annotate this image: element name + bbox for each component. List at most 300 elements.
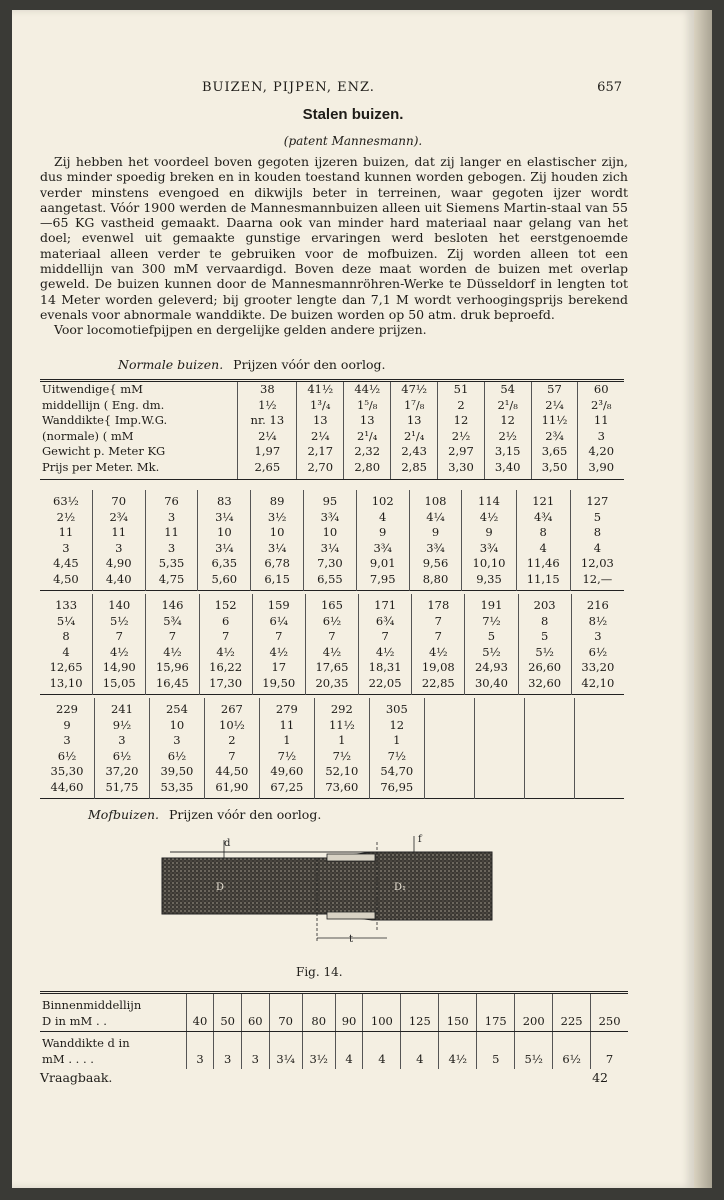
table-cell: 76,95 [369,780,424,799]
running-header [202,80,622,95]
table-cell: 9 [462,525,516,541]
table-cell [474,718,524,734]
pipe-body [162,852,492,920]
table-cell: 20,35 [305,676,358,695]
table-cell [524,780,574,799]
table-cell: 4½ [252,645,305,661]
table-cell: 7 [93,629,146,645]
row-label: Uitwendige{ mM [42,382,143,396]
section-subtitle: (patent Mannesmann). [283,134,423,148]
table-cell: 5 [477,1032,515,1070]
table-row [40,718,624,734]
table-cell: 2¼ [238,429,297,445]
table-cell: 4½ [93,645,146,661]
catchword: Vraagbaak. [40,1070,113,1085]
table-row [40,460,624,480]
table-cell: 1 [259,733,314,749]
table-cell: 18,31 [359,660,412,676]
table-cell: 9 [356,525,409,541]
table-cell [424,698,474,718]
table-cell: 40 [186,993,214,1032]
table-cell: 4 [570,541,624,557]
table-cell: 305 [369,698,424,718]
table-cell [574,749,624,765]
table-cell: 5 [465,629,518,645]
table-cell [424,749,474,765]
table-cell: 9,56 [409,556,462,572]
table-cell: 4 [335,1032,363,1070]
table-cell: 11½ [531,413,578,429]
table-cell: 3 [63,733,71,747]
table-cell: 44,50 [204,764,259,780]
table-cell: 4½ [359,645,412,661]
normale-buizen-block-3 [40,698,624,799]
table-cell: 3¼ [198,510,251,526]
table-cell: 6½ [94,749,149,765]
table-cell: 127 [570,490,624,510]
table-cell: 7½ [369,749,424,765]
table-cell [474,733,524,749]
table-cell: 4,50 [53,571,79,586]
table-cell: 5¾ [146,614,199,630]
table-cell: 3¾ [304,510,357,526]
table-cell: 41½ [297,381,344,398]
row-label-line: D in mM . . [42,1013,107,1028]
table-cell: 3 [241,1032,269,1070]
table-cell: 5½ [93,614,146,630]
table-cell: 3 [578,429,624,445]
table-cell: 3¼ [269,1032,302,1070]
table-cell: 191 [465,594,518,614]
table-cell: 9½ [94,718,149,734]
table-cell: 13 [391,413,438,429]
table-cell: 10 [304,525,357,541]
table-cell: 2,65 [238,460,297,480]
table-cell: 2¹/₄ [391,429,438,445]
table-cell: 30,40 [465,676,518,695]
table-cell: 10 [149,718,204,734]
table-cell [424,718,474,734]
table-cell: 1³/₄ [297,398,344,414]
table-cell: 7 [204,749,259,765]
table-row [40,541,624,557]
table-row [40,780,624,799]
table-cell: 4½ [439,1032,477,1070]
table-cell: 37,20 [94,764,149,780]
socket-top [327,854,375,861]
table-cell: 100 [363,993,401,1032]
table-cell: 12 [369,718,424,734]
table-row [40,698,624,718]
table-cell: 11½ [314,718,369,734]
table-cell: 7 [412,614,465,630]
table-cell: 2,17 [297,444,344,460]
table-cell: 3 [214,1032,242,1070]
page-number: 657 [597,80,622,95]
table-cell: 12 [484,413,531,429]
table-cell: 6½ [57,748,77,763]
table-cell: 4,90 [92,556,145,572]
table-row [40,444,624,460]
table-cell: 108 [409,490,462,510]
table-cell: 1⁷/₈ [391,398,438,414]
table-cell: 267 [204,698,259,718]
row-label: middellijn ( Eng. dm. [42,397,165,412]
table-cell: 3,90 [578,460,624,480]
table-cell: 1⁵/₈ [344,398,391,414]
table-cell: 3¼ [304,541,357,557]
table-cell: 5,35 [145,556,198,572]
table-cell: 12 [438,413,485,429]
table1-caption-italic: Normale buizen. [118,357,224,372]
table-cell [474,780,524,799]
socket-bottom [327,912,375,919]
table-row [40,594,624,614]
paragraph: Voor locomotiefpijpen en dergelijke gelden andere prijzen. [54,322,427,338]
table-cell: 4½ [199,645,252,661]
table-cell: 4½ [146,645,199,661]
table-cell: 26,60 [518,660,571,676]
table-cell: 9,01 [356,556,409,572]
table-cell: 3,30 [438,460,485,480]
table-cell: 3¼ [198,541,251,557]
table-cell: 7½ [259,749,314,765]
table-cell: 7 [146,629,199,645]
table-cell: 9 [409,525,462,541]
table-cell: 17 [252,660,305,676]
table-cell: 4¾ [516,510,570,526]
table-row [40,764,624,780]
table-cell: 32,60 [518,676,571,695]
table-cell: 4 [401,1032,439,1070]
table-cell: 12,65 [49,660,83,674]
table-cell: 279 [259,698,314,718]
table-cell: 12,03 [570,556,624,572]
table-cell: 1,97 [238,444,297,460]
row-label-line: mM . . . . [42,1051,94,1066]
table-cell: 8½ [571,614,624,630]
table-cell: 14,90 [93,660,146,676]
table-cell: 2¼ [531,398,578,414]
table-row [40,1032,628,1070]
table-cell: 8 [516,525,570,541]
label-D1: D₁ [394,882,407,893]
page-edge [694,10,712,1188]
table-cell: 9,35 [462,572,516,591]
table-cell: 2¼ [297,429,344,445]
table-cell: 2,97 [438,444,485,460]
table-cell: 5½ [465,645,518,661]
table-cell: 4¼ [409,510,462,526]
table-cell: 2½ [438,429,485,445]
table2-caption-text: Prijzen vóór den oorlog. [169,807,322,822]
label-f: f [418,834,422,845]
table-cell: 7,95 [356,572,409,591]
table-cell: 3 [62,540,70,555]
table-cell [524,749,574,765]
table-cell: 60 [578,381,624,398]
table-cell: 2 [438,398,485,414]
table-cell: 11 [259,718,314,734]
table-cell: 4½ [412,645,465,661]
table-cell: 4,45 [53,556,79,570]
table-cell: 70 [92,490,145,510]
table-cell: 63½ [53,494,79,508]
table-cell: 15,96 [146,660,199,676]
table-cell: 22,05 [359,676,412,695]
table-cell: 47½ [391,381,438,398]
table-cell: 80 [302,993,335,1032]
table-cell: 7 [412,629,465,645]
book-page [12,10,694,1188]
table-cell: 22,85 [412,676,465,695]
table-cell: 53,35 [149,780,204,799]
normale-buizen-block-1 [40,490,624,591]
table-cell: 2¹/₈ [484,398,531,414]
table-row [40,381,624,398]
table-cell: 8 [518,614,571,630]
table-cell: 67,25 [259,780,314,799]
table-cell: 52,10 [314,764,369,780]
table-cell: 6¼ [252,614,305,630]
table-cell: 7 [359,629,412,645]
row-label: Gewicht p. Meter KG [42,444,166,458]
label-d: d [224,838,231,849]
table-cell: 7 [199,629,252,645]
table-cell: 216 [571,594,624,614]
table-row [40,510,624,526]
table-cell: 6½ [149,749,204,765]
table-cell: 35,30 [50,764,84,778]
table-cell: 51,75 [94,780,149,799]
table2-caption-italic: Mofbuizen. [88,807,160,822]
table-cell: 61,90 [204,780,259,799]
row-label: (normale) ( mM [42,428,134,443]
table-cell: 165 [305,594,358,614]
table-cell: 4 [62,644,70,659]
table-cell: 3,65 [531,444,578,460]
table-cell: 8 [570,525,624,541]
table-row [40,660,624,676]
table-cell: 11 [578,413,624,429]
table-cell: 152 [199,594,252,614]
row-label: Prijs per Meter. Mk. [40,460,238,480]
table-cell: 3,15 [484,444,531,460]
table-cell: 3¼ [251,541,304,557]
table-cell: 17,30 [199,676,252,695]
table-cell: 5 [570,510,624,526]
table-cell: 3 [571,629,624,645]
table-cell: 150 [439,993,477,1032]
table-cell: 24,93 [465,660,518,676]
table-cell [474,749,524,765]
table-row [40,614,624,630]
table-cell [524,718,574,734]
table-cell: 44½ [344,381,391,398]
table-cell: 3,40 [484,460,531,480]
table-cell: 83 [198,490,251,510]
table-cell: 44,60 [50,779,84,794]
table-cell: 5¼ [56,613,76,628]
body-text [40,154,628,338]
table-cell: 3 [145,510,198,526]
table-cell: 17,65 [305,660,358,676]
table-cell: 5 [518,629,571,645]
table-cell [574,764,624,780]
table-row [40,733,624,749]
table-cell: 39,50 [149,764,204,780]
table-cell: 4,40 [92,572,145,591]
table-row [40,629,624,645]
table-cell: 2,32 [344,444,391,460]
table-cell: 6,15 [251,572,304,591]
table-row [40,525,624,541]
table-cell: 12,— [570,572,624,591]
table-cell: 8,80 [409,572,462,591]
table-cell: 90 [335,993,363,1032]
table-row [40,490,624,510]
table-cell: 1 [314,733,369,749]
table-cell: 292 [314,698,369,718]
table-cell: 200 [515,993,553,1032]
table-row [40,413,624,429]
table-cell: 3¾ [356,541,409,557]
table-cell: 140 [93,594,146,614]
table-cell: 1 [369,733,424,749]
table-cell: 241 [94,698,149,718]
table-cell: 2½ [56,509,76,524]
table-cell: 133 [55,598,78,612]
table-cell: 159 [252,594,305,614]
table-cell: 49,60 [259,764,314,780]
table-cell [424,780,474,799]
table-cell: 3 [186,1032,214,1070]
table-cell [474,764,524,780]
table-cell: 2¾ [531,429,578,445]
table-cell: 11,15 [516,572,570,591]
row-label [40,993,186,1032]
table-cell [524,698,574,718]
table-cell [574,733,624,749]
table-row [40,645,624,661]
table-cell: 10 [251,525,304,541]
paragraph: Zij hebben het voordeel boven gegoten ijzeren buizen, dat zij langer en elastischer zijn, dus minder spoedig breken en in kouden toestand kunnen worden gebogen. Zij houden zich verder minstens evengoed en dikwijls beter in terreinen, waar gegoten ijzer wordt aangetast. Vóór 1900 werden de Mannesmannbuizen alleen uit Siemens Martin-staal van 55—65 KG vastheid gemaakt. Daarna ook van minder hard materiaal naar gelang van het doel; evenwel uit gemaakte gunstige ervaringen werd besloten het eerstgenoemde materiaal alleen verder te gebruiken voor de mofbuizen. Zij worden alleen tot een middellijn van 300 mM vervaardigd. Boven deze maat worden de buizen met overlap geweld. De buizen kunnen door de Mannesmannröhren-Werke te Düsseldorf in lengten tot 14 Meter worden geleverd; bij grooter lengte dan 7,1 M wordt verhoogingsprijs berekend evenals voor abnormale wanddikte. De buizen worden op 50 atm. druk beproefd. [40,154,628,322]
section-title: Stalen buizen. [302,106,404,123]
table-cell: 3¾ [462,541,516,557]
table-cell: 2¾ [92,510,145,526]
table-cell [424,733,474,749]
table-cell: 51 [438,381,485,398]
table-cell: 6,35 [198,556,251,572]
table-cell: 19,08 [412,660,465,676]
table-cell: 6,55 [304,572,357,591]
table-cell: 76 [145,490,198,510]
table-cell: 3½ [251,510,304,526]
table-cell: 5½ [515,1032,553,1070]
table-cell: 3 [94,733,149,749]
table-cell: 54 [484,381,531,398]
table-cell: 178 [412,594,465,614]
table-cell: 6¾ [359,614,412,630]
table-row [40,676,624,695]
table-cell: 13,10 [49,675,83,690]
table1-caption [118,357,385,372]
table-cell: 2³/₈ [578,398,624,414]
table-cell: 4 [356,510,409,526]
table-cell: 7 [252,629,305,645]
normale-buizen-table [40,379,624,480]
table-cell [574,718,624,734]
table-cell: 89 [251,490,304,510]
table-cell: 102 [356,490,409,510]
table-cell: 60 [241,993,269,1032]
table-cell: 225 [553,993,591,1032]
table-cell: 114 [462,490,516,510]
table-cell: 6½ [571,645,624,661]
table-cell: 11 [92,525,145,541]
mofbuizen-table [40,991,628,1069]
table-cell [524,733,574,749]
table-cell: 175 [477,993,515,1032]
table-cell: 54,70 [369,764,424,780]
table-cell: 5,60 [198,572,251,591]
table-cell [524,764,574,780]
running-title: BUIZEN, PIJPEN, ENZ. [202,80,375,95]
table-cell: 16,22 [199,660,252,676]
table-cell: nr. 13 [238,413,297,429]
table-cell: 2 [204,733,259,749]
row-label [40,1032,186,1070]
table-cell: 57 [531,381,578,398]
table-cell: 1½ [238,398,297,414]
table-cell: 15,05 [93,676,146,695]
table-cell [574,698,624,718]
table-cell: 50 [214,993,242,1032]
table-cell [574,780,624,799]
table-cell: 13 [297,413,344,429]
table-cell: 5½ [518,645,571,661]
normale-buizen-block-2 [40,594,624,695]
label-t: t [349,934,354,945]
table-cell: 254 [149,698,204,718]
table-cell: 19,50 [252,676,305,695]
table-cell: 203 [518,594,571,614]
label-D: D [216,882,225,893]
table-cell: 11 [145,525,198,541]
table-cell: 7,30 [304,556,357,572]
table-cell: 3,50 [531,460,578,480]
table2-caption [88,807,321,822]
table-cell: 2,80 [344,460,391,480]
table-cell: 10½ [204,718,259,734]
table-cell [424,764,474,780]
table-cell: 229 [56,702,78,716]
figure-caption: Fig. 14. [296,965,343,979]
table-cell: 2,70 [297,460,344,480]
row-label-line: Binnenmiddellijn [42,998,142,1012]
table-cell: 146 [146,594,199,614]
table-cell: 3½ [302,1032,335,1070]
table-cell: 6½ [305,614,358,630]
table-cell: 7½ [314,749,369,765]
table-cell: 2¹/₄ [344,429,391,445]
table-cell: 4½ [462,510,516,526]
table-cell: 6,78 [251,556,304,572]
table-cell: 2,43 [391,444,438,460]
table-cell: 11 [58,525,74,539]
table-cell: 10,10 [462,556,516,572]
table-cell: 2½ [484,429,531,445]
